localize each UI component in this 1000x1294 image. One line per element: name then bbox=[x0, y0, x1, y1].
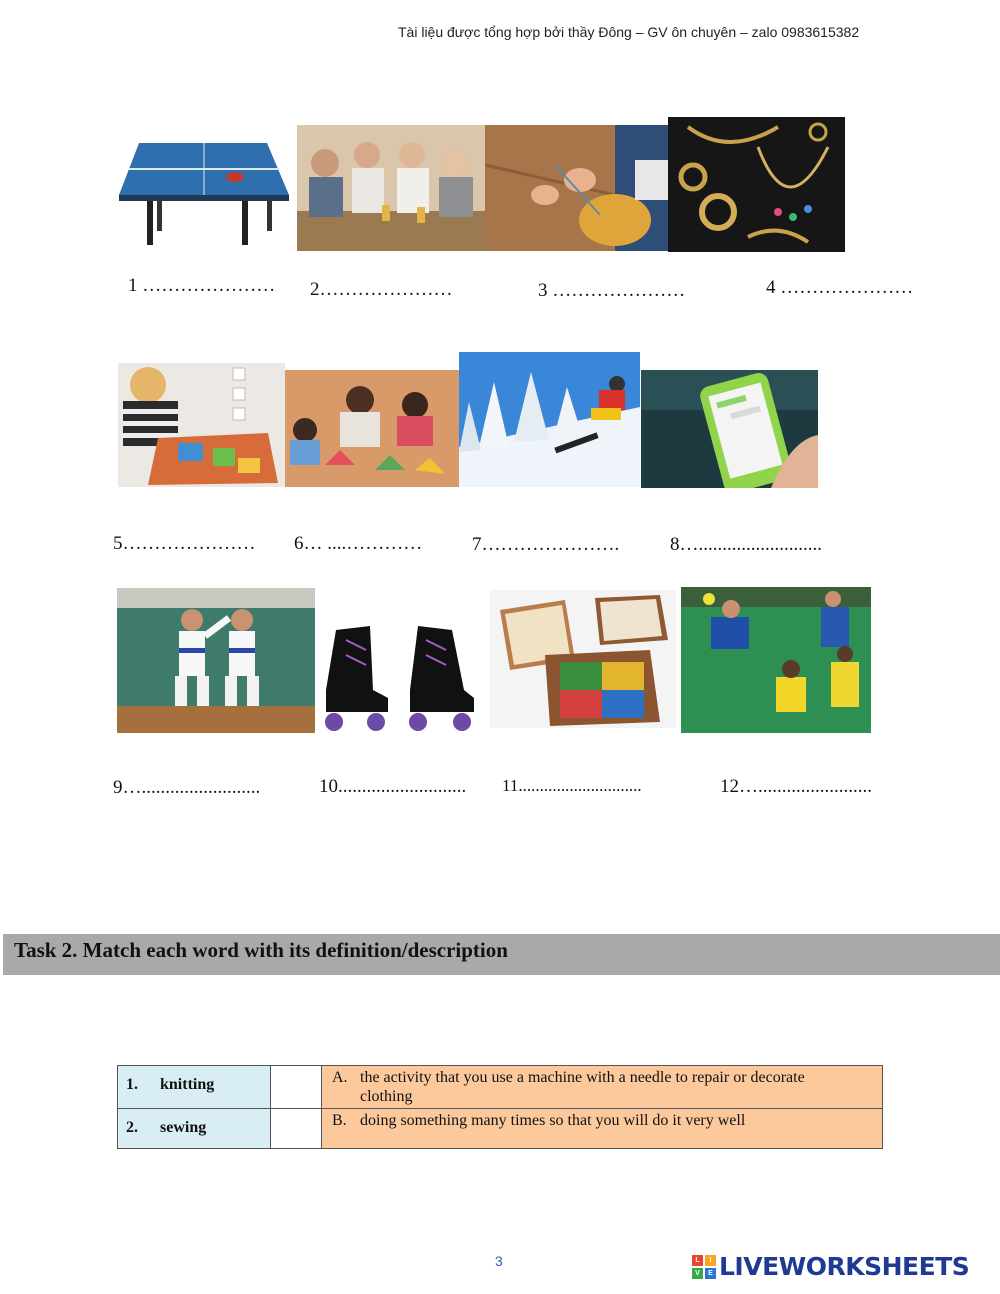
logo-mark-icon: L I V E bbox=[692, 1255, 716, 1279]
page-header: Tài liệu được tổng hợp bởi thầy Đông – GV ôn chuyên – zalo 0983615382 bbox=[398, 24, 860, 40]
liveworksheets-logo bbox=[692, 1252, 969, 1281]
caption-1: 1 ………………… bbox=[128, 275, 276, 296]
caption-7: 7…………………. bbox=[472, 534, 620, 555]
word-cell bbox=[118, 1066, 271, 1109]
definition-cell bbox=[322, 1109, 883, 1149]
caption-5: 5………………… bbox=[113, 533, 256, 554]
picture-handball bbox=[681, 587, 871, 733]
table-row bbox=[118, 1066, 883, 1109]
word-number: 2. bbox=[126, 1119, 138, 1136]
picture-friends-socialising bbox=[297, 125, 485, 251]
answer-cell[interactable] bbox=[271, 1109, 322, 1149]
definition-text: the activity that you use a machine with a needle to repair or decorate bbox=[360, 1069, 805, 1086]
definition-letter: A. bbox=[332, 1069, 348, 1086]
caption-8: 8….......................... bbox=[670, 534, 822, 555]
definition-cell bbox=[322, 1066, 883, 1109]
word-text: knitting bbox=[160, 1076, 215, 1093]
definition-text-continued: clothing bbox=[360, 1088, 413, 1105]
caption-10: 10........................... bbox=[319, 776, 467, 797]
picture-jewellery bbox=[668, 117, 845, 252]
word-text: sewing bbox=[160, 1119, 207, 1136]
picture-table-tennis bbox=[117, 125, 292, 250]
word-number: 1. bbox=[126, 1076, 138, 1093]
task2-title: Task 2. Match each word with its definition/description bbox=[3, 934, 1000, 975]
caption-4: 4 ………………… bbox=[766, 277, 914, 298]
definition-text: doing something many times so that you will do it very well bbox=[360, 1112, 746, 1129]
caption-2: 2………………… bbox=[310, 279, 453, 300]
definition-letter: B. bbox=[332, 1112, 347, 1129]
table-row bbox=[118, 1109, 883, 1149]
caption-12: 12…........................ bbox=[720, 776, 872, 797]
page-number: 3 bbox=[495, 1253, 503, 1269]
caption-3: 3 ………………… bbox=[538, 280, 686, 301]
picture-karate bbox=[117, 588, 315, 733]
picture-snowboarding bbox=[459, 352, 640, 487]
picture-texting bbox=[641, 370, 818, 488]
picture-jigsaw-puzzle bbox=[118, 363, 285, 487]
picture-board-games bbox=[490, 590, 676, 728]
caption-6: 6… ....………… bbox=[294, 533, 423, 554]
matching-table bbox=[117, 1065, 883, 1149]
logo-text: LIVEWORKSHEETS bbox=[719, 1252, 970, 1281]
caption-9: 9…......................... bbox=[113, 777, 261, 798]
picture-roller-skates bbox=[318, 620, 480, 735]
answer-cell[interactable] bbox=[271, 1066, 322, 1109]
picture-knitting bbox=[485, 125, 668, 251]
caption-11: 11............................. bbox=[502, 776, 642, 795]
picture-origami bbox=[285, 370, 460, 487]
word-cell bbox=[118, 1109, 271, 1149]
